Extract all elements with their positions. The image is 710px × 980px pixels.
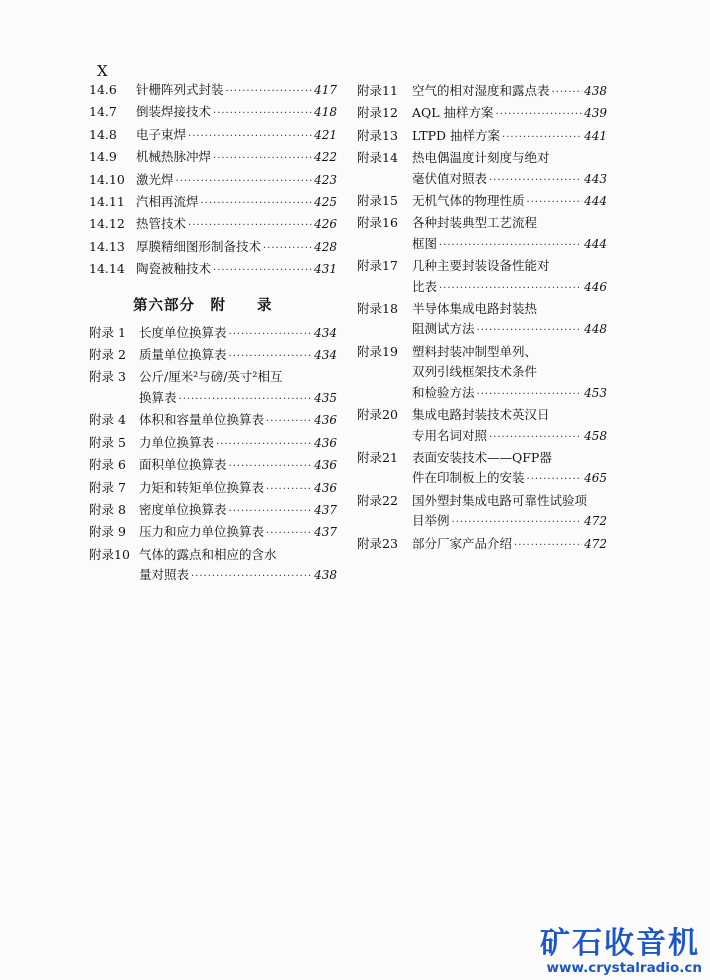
- toc-entry: [89, 102, 337, 124]
- entry-title: 比表: [412, 278, 438, 294]
- page-number: X: [97, 62, 108, 80]
- entry-title: 压力和应力单位换算表: [139, 524, 265, 540]
- dot-leader: [263, 239, 312, 259]
- toc-entry: [357, 491, 607, 534]
- dot-leader: [188, 127, 312, 147]
- dot-leader: [489, 171, 582, 191]
- entry-number: 附录17: [357, 258, 398, 274]
- entry-number: 附录21: [357, 449, 398, 465]
- dot-leader: [266, 524, 312, 544]
- toc-entry: [89, 170, 337, 192]
- entry-number: 14.9: [89, 149, 117, 165]
- entry-page: 436: [314, 435, 337, 450]
- entry-title: 双列引线框架技术条件: [412, 364, 538, 380]
- entry-number: 附录22: [357, 492, 398, 508]
- entry-number: 附录 8: [89, 501, 126, 517]
- dot-leader: [229, 347, 313, 367]
- entry-title: 热管技术: [136, 216, 187, 232]
- entry-title: 专用名词对照: [412, 427, 488, 443]
- dot-leader: [452, 513, 583, 533]
- entry-number: 附录 1: [89, 324, 126, 340]
- entry-title: 机械热脉冲焊: [136, 149, 212, 165]
- entry-number: 14.7: [89, 104, 117, 120]
- entry-title: 体积和容量单位换算表: [139, 412, 265, 428]
- entry-page: 453: [584, 385, 607, 400]
- entry-page: 458: [584, 428, 607, 443]
- entry-number: 附录 9: [89, 524, 126, 540]
- dot-leader: [527, 470, 583, 490]
- toc-entry: [357, 448, 607, 491]
- entry-title: 公斤/厘米²与磅/英寸²相互: [139, 369, 283, 385]
- toc-right-column: [357, 81, 607, 556]
- entry-title: 无机气体的物理性质: [412, 193, 525, 209]
- entry-number: 附录11: [357, 83, 398, 98]
- toc-entry: [357, 405, 607, 448]
- entry-page: 437: [314, 502, 337, 517]
- entry-number: 附录 3: [89, 369, 126, 385]
- toc-entry: [89, 522, 337, 544]
- entry-number: 14.6: [89, 82, 117, 97]
- toc-entry: [89, 80, 337, 102]
- entry-page: 444: [584, 236, 607, 251]
- entry-page: 437: [314, 525, 337, 540]
- entry-title: 毫伏值对照表: [412, 170, 488, 186]
- dot-leader: [527, 193, 583, 213]
- entry-number: 附录13: [357, 127, 398, 143]
- entry-number: 附录 5: [89, 434, 126, 450]
- entry-number: 附录 4: [89, 412, 126, 428]
- dot-leader: [226, 82, 313, 102]
- entry-title: 目举例: [412, 513, 450, 529]
- dot-leader: [216, 435, 312, 455]
- toc-entry: [89, 478, 337, 500]
- entry-number: 附录19: [357, 343, 398, 359]
- toc-entry: [357, 213, 607, 256]
- entry-page: 436: [314, 480, 337, 495]
- toc-entry: [89, 192, 337, 214]
- dot-leader: [229, 457, 313, 477]
- entry-title: 陶瓷被釉技术: [136, 261, 212, 277]
- toc-entry: [89, 259, 337, 281]
- watermark: [540, 918, 710, 976]
- entry-number: 附录20: [357, 407, 398, 423]
- toc-entry: [357, 534, 607, 556]
- entry-number: 附录12: [357, 105, 398, 121]
- entry-page: 443: [584, 171, 607, 186]
- entry-title: 部分厂家产品介绍: [412, 535, 513, 551]
- entry-title: 气体的露点和相应的含水: [139, 546, 277, 562]
- entry-page: 428: [314, 239, 337, 254]
- entry-title: 激光焊: [136, 171, 174, 187]
- entry-page: 472: [584, 514, 607, 529]
- entry-title: 框图: [412, 235, 438, 251]
- entry-number: 14.10: [89, 171, 125, 187]
- entry-title: 换算表: [139, 389, 177, 405]
- dot-leader: [176, 172, 313, 192]
- entry-page: 426: [314, 217, 337, 232]
- entry-title: 集成电路封装技术英汉日: [412, 407, 550, 423]
- entry-page: 435: [314, 390, 337, 405]
- dot-leader: [266, 412, 312, 432]
- toc-entry: [89, 500, 337, 522]
- toc-entry: [357, 148, 607, 191]
- entry-page: 436: [314, 458, 337, 473]
- toc-entry: [89, 545, 337, 588]
- entry-title: AQL 抽样方案: [412, 105, 494, 121]
- entry-page: 421: [314, 127, 337, 142]
- toc-entry: [89, 455, 337, 477]
- dot-leader: [179, 390, 313, 410]
- dot-leader: [201, 194, 313, 214]
- dot-leader: [439, 279, 582, 299]
- toc-entry: [357, 191, 607, 213]
- dot-leader: [477, 385, 583, 405]
- entry-page: 439: [584, 106, 607, 121]
- entry-title: 密度单位换算表: [139, 501, 227, 517]
- entry-page: 434: [314, 325, 337, 340]
- toc-entry: [89, 125, 337, 147]
- entry-title: 面积单位换算表: [139, 457, 227, 473]
- dot-leader: [439, 236, 582, 256]
- entry-title: 表面安装技术——QFP器: [412, 449, 552, 465]
- entry-title: 和检验方法: [412, 384, 475, 400]
- entry-page: 465: [584, 471, 607, 486]
- appendix-list-left: [89, 323, 337, 588]
- entry-page: 434: [314, 348, 337, 363]
- entry-number: 附录15: [357, 193, 398, 209]
- appendix-list-right: [357, 81, 607, 556]
- dot-leader: [229, 325, 313, 345]
- entry-title: 件在印制板上的安装: [412, 470, 525, 486]
- dot-leader: [213, 149, 312, 169]
- entry-page: 417: [314, 83, 337, 97]
- entry-title: 厚膜精细图形制备技术: [136, 238, 262, 254]
- entry-number: 14.12: [89, 216, 125, 232]
- watermark-url: www.crystalradio.cn: [546, 960, 702, 976]
- entry-page: 423: [314, 172, 337, 187]
- entry-page: 422: [314, 150, 337, 165]
- dot-leader: [266, 480, 312, 500]
- entry-page: 448: [584, 322, 607, 337]
- entry-title: 长度单位换算表: [139, 324, 227, 340]
- entry-title: 汽相再流焊: [136, 194, 199, 210]
- entry-number: 14.14: [89, 261, 125, 277]
- entry-number: 附录 2: [89, 347, 126, 363]
- dot-leader: [477, 321, 583, 341]
- entry-number: 附录10: [89, 546, 130, 562]
- dot-leader: [191, 567, 312, 587]
- entry-page: 446: [584, 279, 607, 294]
- entry-title: LTPD 抽样方案: [412, 127, 501, 143]
- toc-entry: [357, 256, 607, 299]
- toc-entry: [89, 323, 337, 345]
- toc-entry: [357, 103, 607, 125]
- toc-entry: [357, 342, 607, 405]
- entry-title: 电子束焊: [136, 126, 187, 142]
- entry-page: 418: [314, 105, 337, 120]
- entry-page: 436: [314, 413, 337, 428]
- toc-entry: [89, 410, 337, 432]
- entry-title: 力矩和转矩单位换算表: [139, 479, 265, 495]
- watermark-name: 矿石收音机: [540, 926, 700, 961]
- entry-page: 425: [314, 195, 337, 210]
- entry-number: 14.11: [89, 194, 125, 210]
- entry-title: 各种封装典型工艺流程: [412, 215, 538, 231]
- entry-number: 附录18: [357, 301, 398, 317]
- toc-entry: [89, 147, 337, 169]
- entry-title: 空气的相对湿度和露点表: [412, 83, 550, 98]
- entry-title: 力单位换算表: [139, 434, 215, 450]
- entry-page: 431: [314, 262, 337, 277]
- dot-leader: [188, 216, 312, 236]
- toc-left-column: [89, 80, 337, 588]
- entry-page: 438: [314, 568, 337, 583]
- toc-entry: [357, 126, 607, 148]
- entry-number: 附录 7: [89, 479, 126, 495]
- entry-title: 国外塑封集成电路可靠性试验项: [412, 492, 588, 508]
- entry-title: 倒装焊接技术: [136, 104, 212, 120]
- entry-title: 针栅阵列式封装: [136, 82, 224, 97]
- entry-number: 14.13: [89, 238, 125, 254]
- dot-leader: [496, 105, 583, 125]
- toc-entry: [89, 237, 337, 259]
- dot-leader: [489, 428, 582, 448]
- entry-title: 质量单位换算表: [139, 347, 227, 363]
- entry-number: 14.8: [89, 126, 117, 142]
- entry-number: 附录14: [357, 150, 398, 166]
- entry-number: 附录23: [357, 535, 398, 551]
- dot-leader: [514, 536, 582, 556]
- part-title: 第六部分 附 录: [133, 296, 273, 314]
- dot-leader: [213, 261, 312, 281]
- entry-title: 阻测试方法: [412, 321, 475, 337]
- entry-page: 438: [584, 84, 607, 98]
- dot-leader: [552, 83, 583, 103]
- toc-entry: [89, 367, 337, 410]
- section-list: [89, 80, 337, 282]
- dot-leader: [213, 104, 312, 124]
- dot-leader: [502, 128, 582, 148]
- entry-title: 几种主要封装设备性能对: [412, 258, 550, 274]
- entry-page: 441: [584, 128, 607, 143]
- toc-entry: [357, 299, 607, 342]
- entry-page: 444: [584, 194, 607, 209]
- entry-title: 量对照表: [139, 567, 190, 583]
- dot-leader: [229, 502, 313, 522]
- entry-title: 半导体集成电路封装热: [412, 301, 538, 317]
- entry-number: 附录16: [357, 215, 398, 231]
- toc-entry: [89, 345, 337, 367]
- entry-title: 热电偶温度计刻度与绝对: [412, 150, 550, 166]
- toc-entry: [357, 81, 607, 103]
- entry-title: 塑料封装冲制型单列、: [412, 343, 538, 359]
- toc-entry: [89, 433, 337, 455]
- toc-entry: [89, 214, 337, 236]
- entry-number: 附录 6: [89, 457, 126, 473]
- entry-page: 472: [584, 536, 607, 551]
